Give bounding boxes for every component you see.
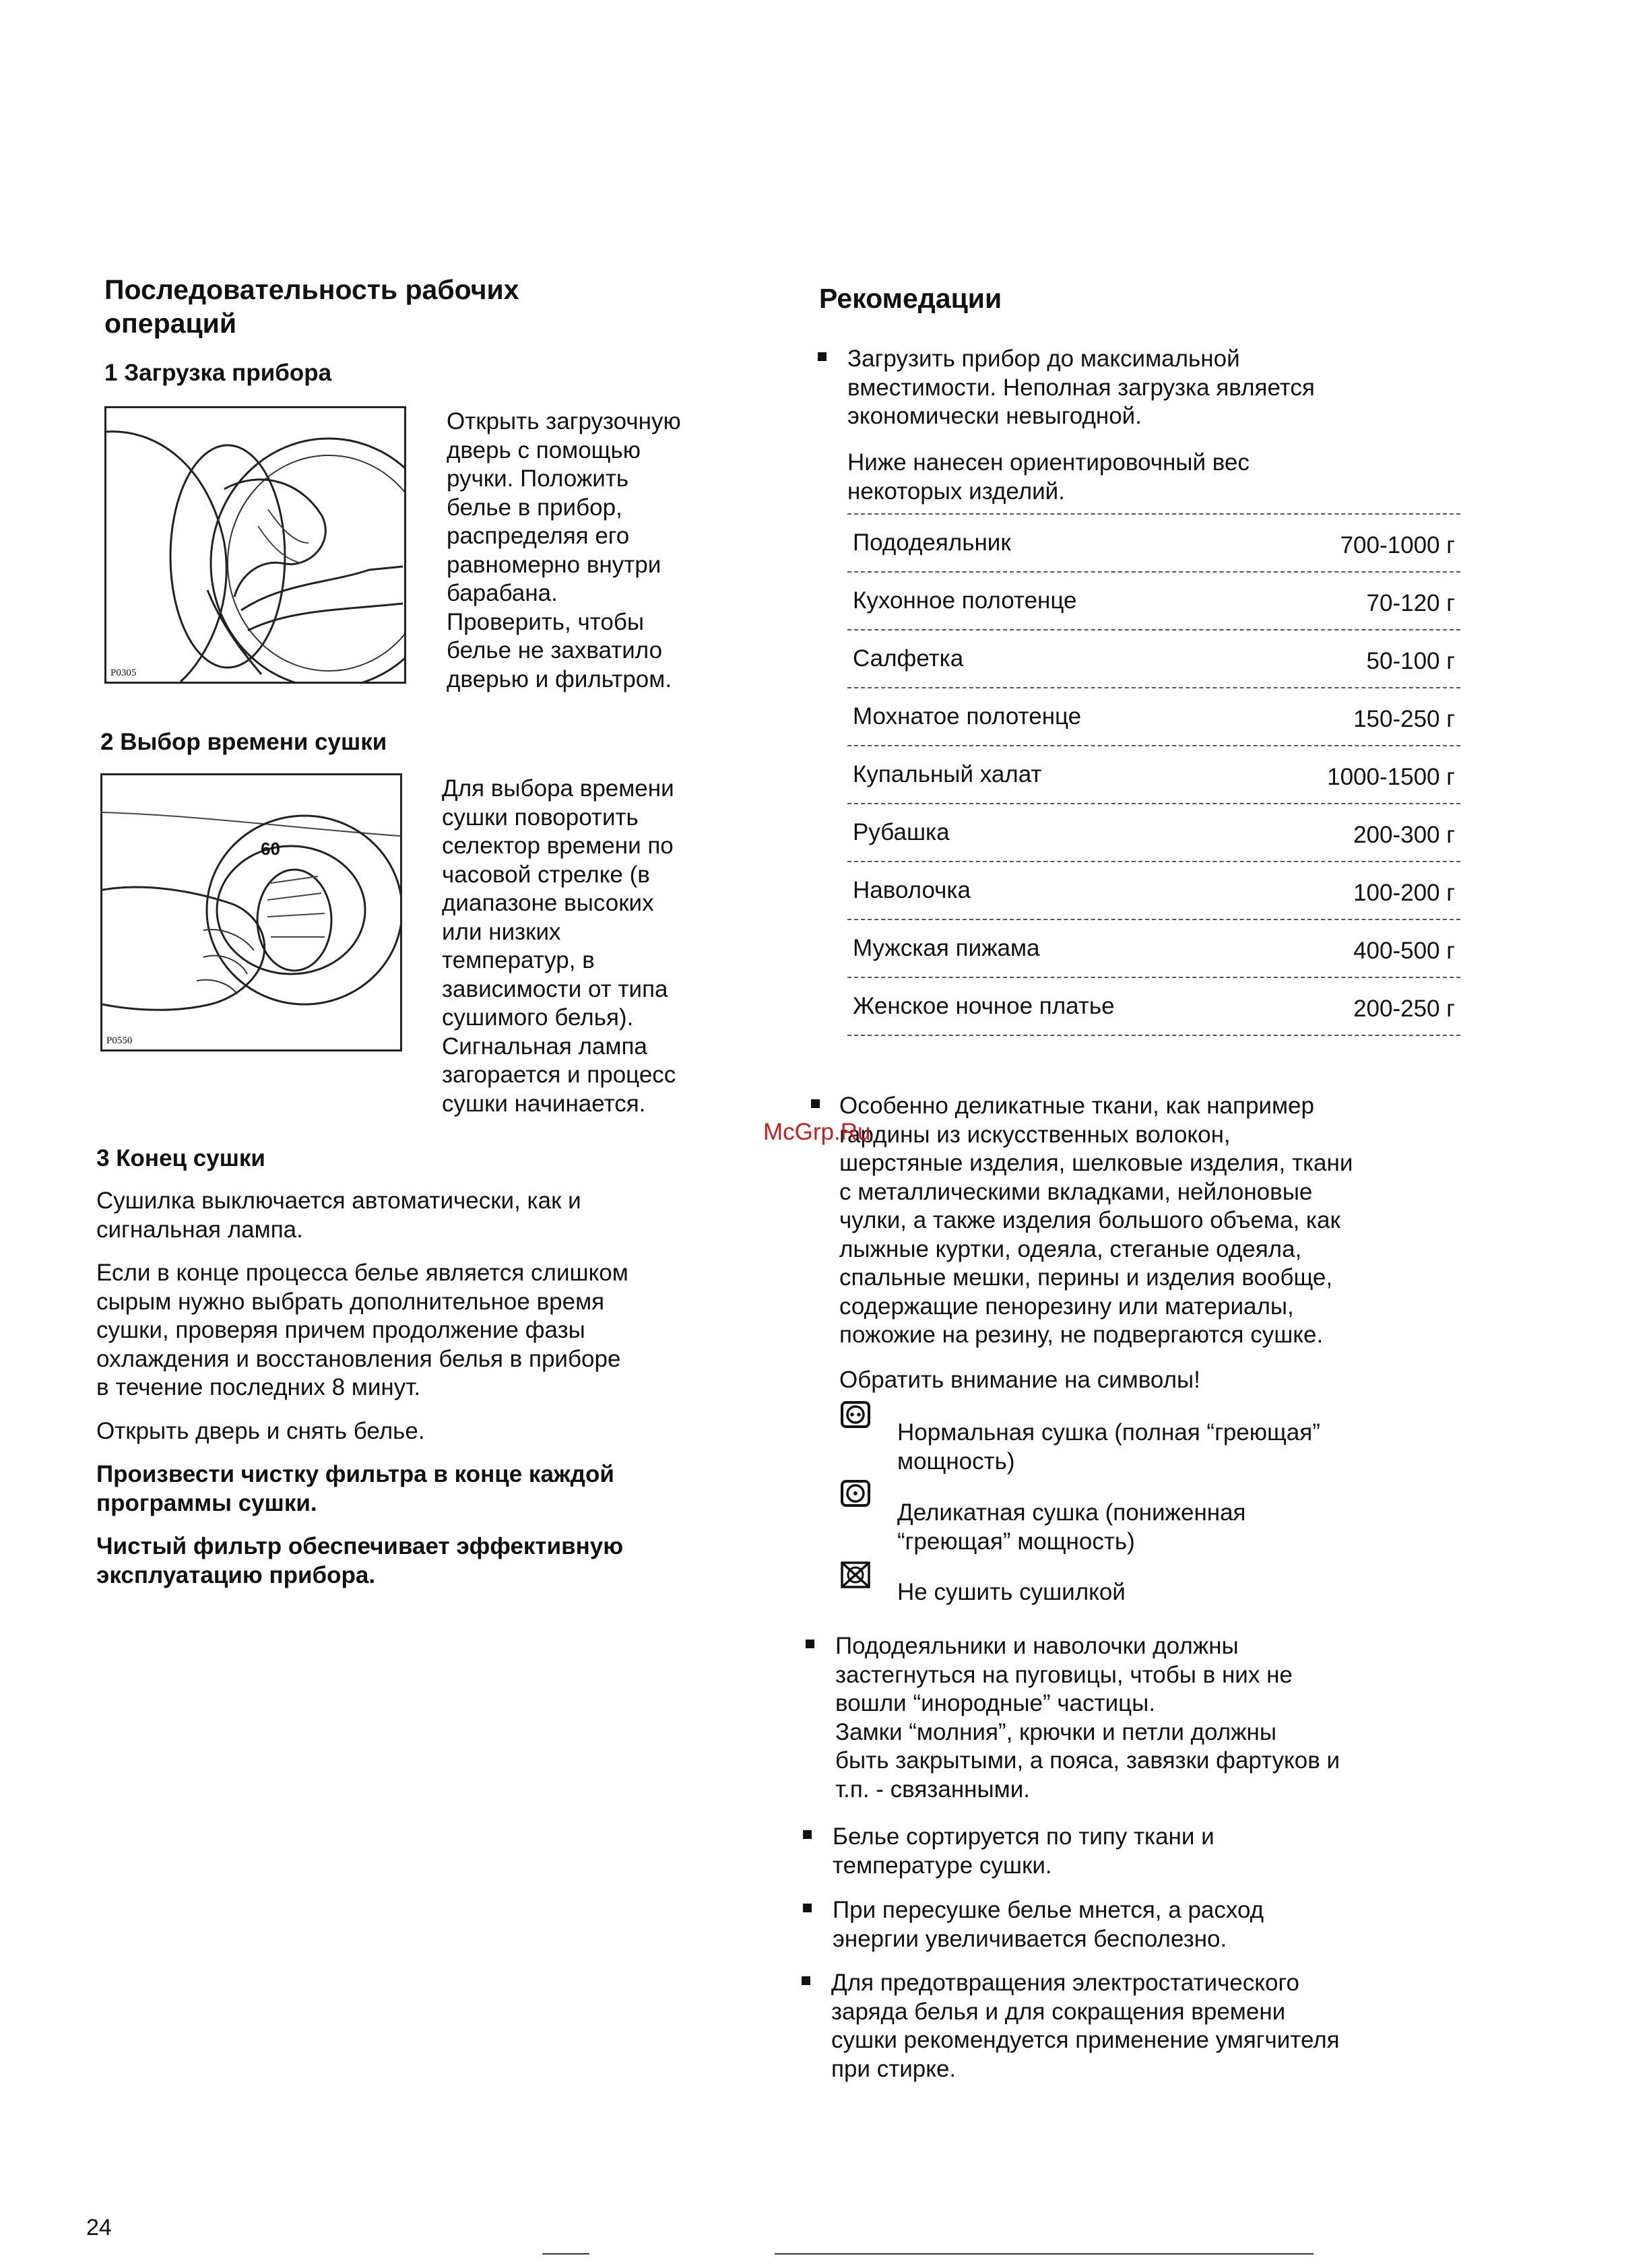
weights-note: Ниже нанесен ориентировочный вес некоторых изделий. <box>847 449 1250 505</box>
delicate-dry-icon <box>841 1480 870 1507</box>
bullet-marker <box>806 1640 814 1648</box>
figure-code: P0305 <box>110 668 137 678</box>
bullet-marker <box>803 1904 812 1912</box>
bullet-marker <box>803 1830 812 1839</box>
bullet3-text: Пододеяльники и наволочки должны застегнуться на пуговицы, чтобы в них не вошли “инородные” частицы. Замки “молния”, крючки и петли должны быть закрытыми, а пояса, завязки фартуков и т.п. - связанными. <box>835 1633 1340 1803</box>
paragraph: Если в конце процесса белье является слишком сырым нужно выбрать дополнительное время сушки, проверяя причем продолжение фазы охлаждения и восстановления белья в приборе в течение последних 8 минут. <box>96 1260 628 1400</box>
normal-dry-icon <box>841 1401 870 1428</box>
table-row: Пододеяльник 700-1000 г <box>847 513 1460 573</box>
recommendations-title: Рекомедации <box>819 283 1002 314</box>
paragraph: Сушилка выключается автоматически, как и сигнальная лампа. <box>96 1188 581 1243</box>
figure-code: P0550 <box>106 1035 133 1046</box>
step3-heading: 3 Конец сушки <box>96 1145 265 1171</box>
bullet-marker <box>802 1976 810 1985</box>
table-row: Рубашка 200-300 г <box>847 804 1460 862</box>
step1-text: Открыть загрузочную дверь с помощью ручки. Положить белье в прибор, распределяя его равномерно внутри барабана. Проверить, чтобы белье не захватило дверью и фильтром. <box>447 408 681 692</box>
timer-illustration <box>100 773 402 1051</box>
footer-rule <box>542 2253 589 2255</box>
table-row: Кухонное полотенце 70-120 г <box>847 573 1460 630</box>
symbols-intro: Обратить внимание на символы! <box>839 1367 1200 1393</box>
delicate-dry-text: Деликатная сушка (пониженная “греющая” мощность) <box>897 1499 1246 1555</box>
footer-rule <box>775 2253 1314 2255</box>
table-row: Наволочка 100-200 г <box>847 862 1460 920</box>
bold-paragraph: Произвести чистку фильтра в конце каждой программы сушки. <box>96 1461 614 1516</box>
table-row: Мужская пижама 400-500 г <box>847 920 1460 978</box>
page-number: 24 <box>86 2215 112 2240</box>
washer-door-hand-drawing <box>106 408 404 682</box>
timer-knob-hand-drawing <box>102 775 400 1049</box>
do-not-tumble-dry-icon <box>841 1561 870 1588</box>
step2-heading: 2 Выбор времени сушки <box>100 729 387 755</box>
step2-text: Для выбора времени сушки поворотить селектор времени по часовой стрелке (в диапазоне высоких или низких температур, в зависимости от типа сушимого белья). Сигнальная лампа загорается и процесс сушки начинается. <box>442 775 676 1117</box>
table-row: Женское ночное платье 200-250 г <box>847 978 1460 1036</box>
bullet2-text: Особенно деликатные ткани, как например гардины из искусственных волокон, шерстяные изделия, шелковые изделия, ткани с металлическими вкладками, нейлоновые чулки, а также изделия большого объема, как лыжные куртки, одеяла, стеганые одеяла, спальные мешки, перины и изделия вообще, содержащие пенорезину или материалы, пожожие на резину, не подвергаются сушке. <box>839 1093 1353 1348</box>
bold-paragraph: Чистый фильтр обеспечивает эффективную эксплуатацию прибора. <box>96 1533 624 1588</box>
loading-illustration <box>104 406 406 684</box>
table-row: Салфетка 50-100 г <box>847 630 1460 688</box>
step3-text <box>96 1187 743 1605</box>
normal-dry-text: Нормальная сушка (полная “греющая” мощность) <box>897 1419 1320 1475</box>
bullet-marker <box>811 1099 820 1108</box>
watermark: McGrp.Ru <box>763 1119 871 1145</box>
section-title: Последовательность рабочих операций <box>104 274 519 339</box>
bullet4-text: Белье сортируется по типу ткани и температуре сушки. <box>833 1823 1215 1879</box>
no-dry-text: Не сушить сушилкой <box>897 1579 1126 1605</box>
bullet-marker <box>818 352 827 361</box>
bullet6-text: Для предотвращения электростатического заряда белья и для сокращения времени сушки рекомендуется применение умягчителя при стирке. <box>831 1970 1340 2082</box>
step1-heading: 1 Загрузка прибора <box>104 360 332 386</box>
bullet5-text: При пересушке белье мнется, а расход энергии увеличивается бесполезно. <box>833 1897 1264 1952</box>
table-row: Мохнатое полотенце 150-250 г <box>847 688 1460 746</box>
paragraph: Открыть дверь и снять белье. <box>96 1417 425 1444</box>
bullet1-text: Загрузить прибор до максимальной вместимости. Неполная загрузка является экономически невыгодной. <box>847 346 1315 429</box>
dial-label: 60 <box>261 839 280 859</box>
weights-table <box>847 513 1460 1036</box>
table-row: Купальный халат 1000-1500 г <box>847 746 1460 804</box>
